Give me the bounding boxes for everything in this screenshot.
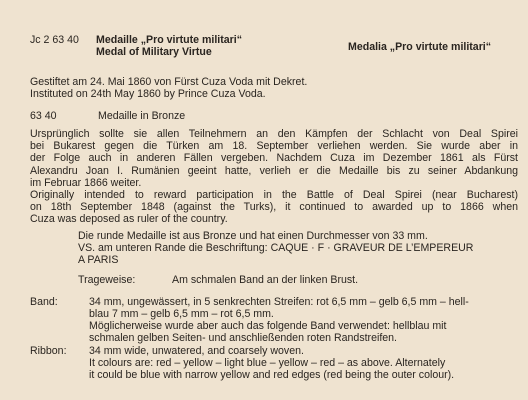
history-paragraph — [30, 128, 518, 226]
ribbon-line: It colours are: red – yellow – light blue – yellow – red – as above. Alternately — [89, 357, 446, 369]
band-line: schmalen gelben Seiten- und anschließenden roten Randstreifen. — [89, 332, 398, 344]
band-label: Band: — [30, 296, 58, 308]
wear-text: Am schmalen Band an der linken Brust. — [172, 274, 359, 286]
title-english: Medal of Military Virtue — [96, 46, 212, 58]
history-de-line: bei Bukarest gegen die Türken am 18. September verliehen werden. Sie wurde aber in — [30, 140, 518, 153]
history-en-line: Cuza was deposed as ruler of the country. — [30, 213, 228, 226]
history-de-line: Ursprünglich sollte sie allen Teilnehmern an den Kämpfen der Schlacht von Deal Spirei — [30, 128, 518, 140]
history-de-line: Alexandru Joan I. Rumänien geeint hatte, verlieh er die Medaille bis zu seiner Abdankung — [30, 164, 518, 177]
description-line: Die runde Medaille ist aus Bronze und hat einen Durchmesser von 33 mm. — [78, 230, 428, 242]
description-line: VS. am unteren Rande die Beschriftung: CAQUE · F · GRAVEUR DE L’EMPEREUR — [78, 242, 474, 254]
band-line: Möglicherweise wurde aber auch das folgende Band verwendet: hellblau mit — [89, 320, 447, 332]
history-de-line: der Folge auch in anderen Fällen vergeben. Nachdem Cuza im Dezember 1861 als Fürst — [30, 152, 518, 165]
founded-german: Gestiftet am 24. Mai 1860 von Fürst Cuza Voda mit Dekret. — [30, 76, 308, 88]
ribbon-line: it could be blue with narrow yellow and red edges (red being the outer colour). — [89, 369, 455, 381]
item-code: 63 40 — [30, 110, 57, 122]
catalog-code: Jc 2 63 40 — [30, 34, 79, 46]
band-line: 34 mm, ungewässert, in 5 senkrechten Streifen: rot 6,5 mm – gelb 6,5 mm – hell- — [89, 296, 469, 308]
history-de-line: im Februar 1866 weiter. — [30, 176, 142, 189]
history-en-line: Originally intended to reward participation in the Battle of Deal Spirei (near Bucharest) — [30, 189, 518, 202]
founded-english: Instituted on 24th May 1860 by Prince Cuza Voda. — [30, 88, 266, 100]
band-line: blau 7 mm – gelb 6,5 mm – rot 6,5 mm. — [89, 308, 274, 320]
description-line: A PARIS — [78, 254, 119, 266]
history-en-line: on 18th September 1848 (against the Turks), it continued to awarded up to 1866 when — [30, 201, 518, 214]
title-german: Medaille „Pro virtute militari“ — [96, 34, 242, 46]
wear-label: Trageweise: — [78, 274, 136, 286]
ribbon-label: Ribbon: — [30, 345, 67, 357]
ribbon-line: 34 mm wide, unwatered, and coarsely woven. — [89, 345, 304, 357]
title-romanian: Medalia „Pro virtute militari“ — [348, 41, 492, 53]
item-name: Medaille in Bronze — [98, 110, 186, 122]
